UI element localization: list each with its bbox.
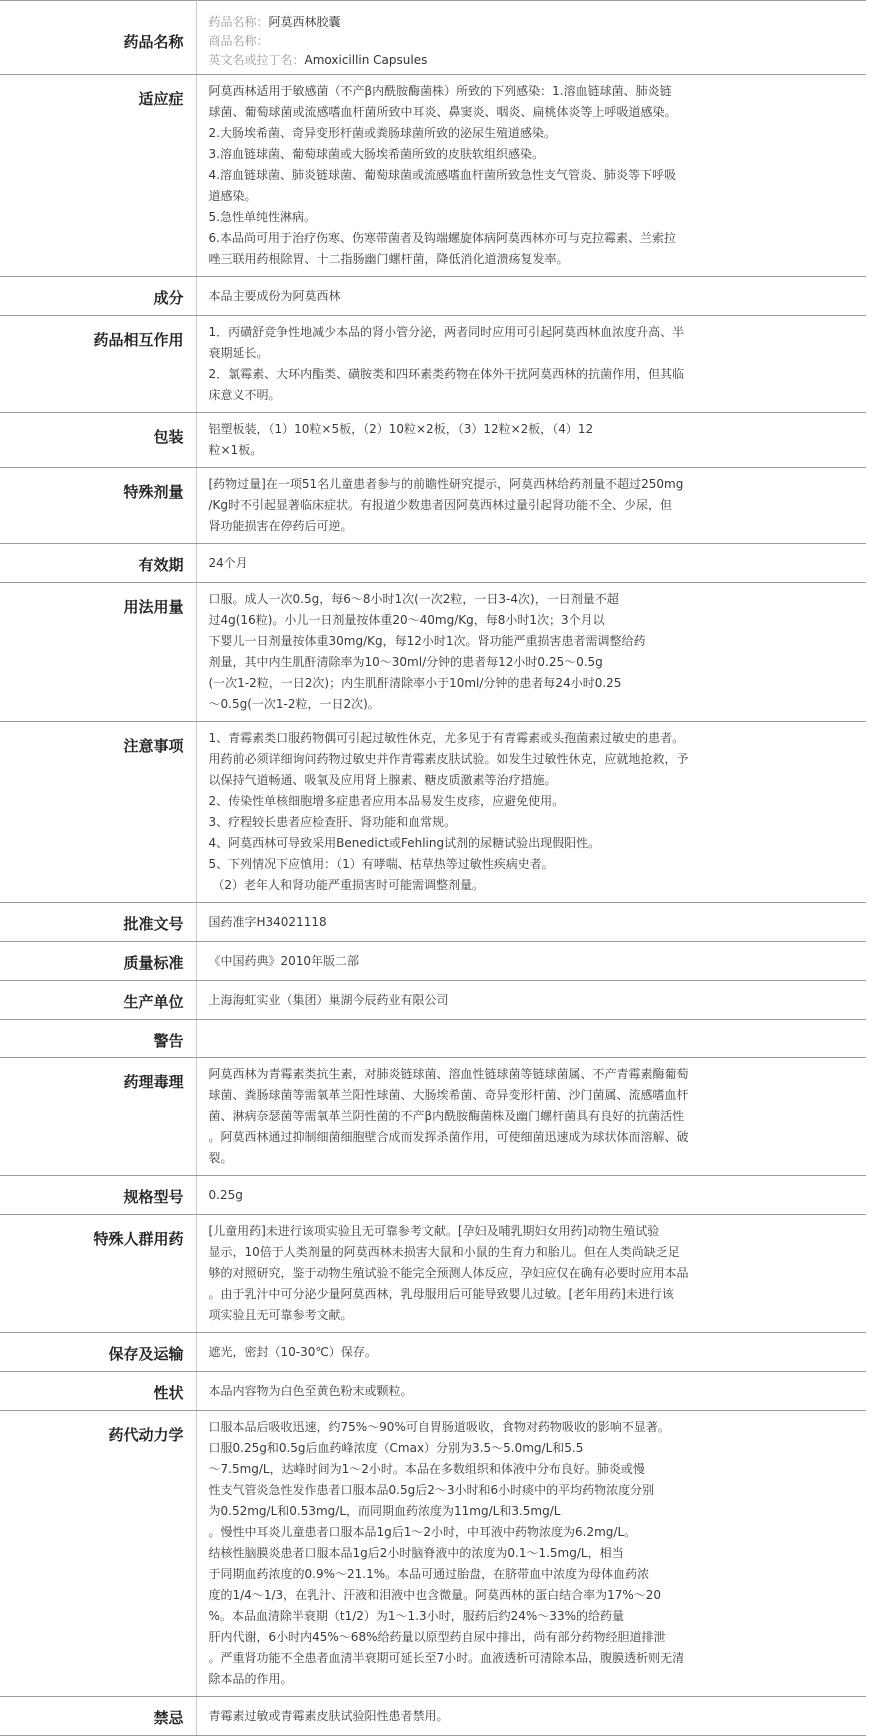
section-label: 性状 (0, 1372, 196, 1411)
content-line: 于同期血药浓度的0.9%～21.1%。本品可通过胎盘，在脐带血中浓度为母体血药浓 (208, 1567, 650, 1581)
content-line: 国药准字H34021118 (208, 915, 327, 929)
section-row (0, 722, 866, 903)
section-row (0, 413, 866, 468)
section-label: 适应症 (0, 75, 196, 277)
content-line: 本品主要成份为阿莫西林 (208, 289, 341, 303)
section-content (196, 903, 866, 942)
content-line: 2.大肠埃希菌、奇异变形杆菌或粪肠球菌所致的泌尿生殖道感染。 (208, 126, 556, 140)
content-line: 4.溶血链球菌、肺炎链球菌、葡萄球菌或流感嗜血杆菌所致急性支气管炎、肺炎等下呼吸 (208, 168, 676, 182)
content-line: （2）老年人和肾功能严重损害时可能需调整剂量。 (208, 878, 484, 892)
section-row (0, 1697, 866, 1736)
section-label: 生产单位 (0, 981, 196, 1020)
content-line: 肾功能损害在停药后可逆。 (208, 519, 353, 533)
content-line: 6.本品尚可用于治疗伤寒、伤寒带菌者及钩端螺旋体病阿莫西林亦可与克拉霉素、兰索拉 (208, 231, 676, 245)
content-line: 裂。 (208, 1151, 233, 1165)
content-line: 1、青霉素类口服药物偶可引起过敏性休克，尤多见于有青霉素或头孢菌素过敏史的患者。 (208, 731, 685, 745)
section-content (196, 75, 866, 277)
section-content (196, 413, 866, 468)
section-row (0, 1333, 866, 1372)
content-line: %。本品血清除半衰期（t1/2）为1～1.3小时，服药后约24%～33%的给药量 (208, 1609, 624, 1623)
section-row (0, 1215, 866, 1333)
section-content (196, 1411, 866, 1697)
section-content (196, 942, 866, 981)
trade-name-line (209, 32, 857, 51)
generic-name-line (209, 13, 857, 32)
section-content (196, 316, 866, 413)
section-content (196, 981, 866, 1020)
content-line: 道感染。 (208, 189, 257, 203)
section-label: 药理毒理 (0, 1058, 196, 1176)
content-line: 《中国药典》2010年版二部 (208, 954, 360, 968)
section-label: 警告 (0, 1020, 196, 1058)
content-line: 本品内容物为白色至黄色粉末或颗粒。 (208, 1384, 413, 1398)
section-label: 药品相互作用 (0, 316, 196, 413)
section-row (0, 1020, 866, 1058)
section-row (0, 1176, 866, 1215)
content-line: 4、阿莫西林可导致采用Benedict或Fehling试剂的尿糖试验出现假阳性。 (208, 836, 601, 850)
content-line: 菌、淋病奈瑟菌等需氧革兰阴性菌的不产β内酰胺酶菌株及幽门螺杆菌具有良好的抗菌活性 (208, 1109, 685, 1123)
section-row (0, 1058, 866, 1176)
content-line: 球菌、葡萄球菌或流感嗜血杆菌所致中耳炎、鼻窦炎、咽炎、扁桃体炎等上呼吸道感染。 (208, 105, 677, 119)
content-line: 24个月 (208, 556, 248, 570)
content-line: 用药前必须详细询问药物过敏史并作青霉素皮肤试验。如发生过敏性休克，应就地抢救，予 (208, 752, 689, 766)
content-line: 够的对照研究，鉴于动物生殖试验不能完全预测人体反应，孕妇应仅在确有必要时应用本品 (208, 1266, 689, 1280)
content-line: 5.急性单纯性淋病。 (208, 210, 316, 224)
content-line: 肝内代谢，6小时内45%～68%给药量以原型药自尿中排出，尚有部分药物经胆道排泄 (208, 1630, 666, 1644)
section-label: 禁忌 (0, 1697, 196, 1736)
generic-name-value: 阿莫西林胶囊 (268, 15, 341, 29)
section-content (196, 1020, 866, 1058)
section-row (0, 277, 866, 316)
english-name-value: Amoxicillin Capsules (304, 53, 428, 67)
content-line: [药物过量]在一项51名儿童患者参与的前瞻性研究提示，阿莫西林给药剂量不超过250mg (208, 477, 684, 491)
content-line: 铝塑板装，（1）10粒×5板，（2）10粒×2板，（3）12粒×2板，（4）12 (208, 422, 594, 436)
section-label: 包装 (0, 413, 196, 468)
section-label: 有效期 (0, 544, 196, 583)
section-content (196, 1058, 866, 1176)
content-line: 阿莫西林为青霉素类抗生素，对肺炎链球菌、溶血性链球菌等链球菌属、不产青霉素酶葡萄 (208, 1067, 689, 1081)
section-content (196, 1372, 866, 1411)
content-line: 度的1/4～1/3，在乳汁、汗液和泪液中也含微量。阿莫西林的蛋白结合率为17%～20 (208, 1588, 662, 1602)
content-line: 为0.52mg/L和0.53mg/L，而同期血药浓度为11mg/L和3.5mg/L (208, 1504, 561, 1518)
content-line: 口服本品后吸收迅速，约75%～90%可自胃肠道吸收，食物对药物吸收的影响不显著。 (208, 1420, 670, 1434)
content-line: 下婴儿一日剂量按体重30mg/Kg，每12小时1次。肾功能严重损害患者需调整给药 (208, 634, 646, 648)
section-row (0, 468, 866, 544)
english-name-label: 英文名或拉丁名： (208, 53, 305, 67)
content-line: 。严重肾功能不全患者血清半衰期可延长至7小时。血液透析可清除本品，腹膜透析则无清 (208, 1651, 685, 1665)
content-line: 青霉素过敏或青霉素皮肤试验阳性患者禁用。 (208, 1709, 449, 1723)
section-content (196, 1215, 866, 1333)
section-content (196, 544, 866, 583)
section-content (196, 1176, 866, 1215)
content-line: 结核性脑膜炎患者口服本品1g后2小时脑脊液中的浓度为0.1～1.5mg/L，相当 (208, 1546, 624, 1560)
content-line: 粒×1板。 (208, 443, 263, 457)
section-label: 特殊剂量 (0, 468, 196, 544)
content-line: 衰期延长。 (208, 346, 269, 360)
content-line: 口服。成人一次0.5g，每6～8小时1次(一次2粒，一日3-4次)，一日剂量不超 (208, 592, 619, 606)
content-line: 上海海虹实业（集团）巢湖今辰药业有限公司 (208, 993, 449, 1007)
section-label: 规格型号 (0, 1176, 196, 1215)
section-row (0, 903, 866, 942)
section-row (0, 942, 866, 981)
section-label: 批准文号 (0, 903, 196, 942)
content-line: ～7.5mg/L，达峰时间为1～2小时。本品在多数组织和体液中分布良好。肺炎或慢 (208, 1462, 645, 1476)
content-line: 遮光，密封（10-30℃）保存。 (208, 1345, 377, 1359)
content-line: 除本品的作用。 (208, 1672, 293, 1686)
section-row (0, 583, 866, 722)
content-line: 口服0.25g和0.5g后血药峰浓度（Cmax）分别为3.5～5.0mg/L和5.5 (208, 1441, 584, 1455)
drug-name-values (196, 1, 866, 75)
section-row (0, 544, 866, 583)
section-label: 药代动力学 (0, 1411, 196, 1697)
content-line: 。慢性中耳炎儿童患者口服本品1g后1～2小时，中耳液中药物浓度为6.2mg/L。 (208, 1525, 637, 1539)
english-name-line (209, 51, 857, 70)
content-line: 以保持气道畅通、吸氧及应用肾上腺素、糖皮质激素等治疗措施。 (208, 773, 557, 787)
content-line: 项实验且无可靠参考文献。 (208, 1308, 353, 1322)
drug-name-row (0, 1, 866, 75)
content-line: 5、下列情况下应慎用：（1）有哮喘、枯草热等过敏性疾病史者。 (208, 857, 554, 871)
content-line: [儿童用药]未进行该项实验且无可靠参考文献。[孕妇及哺乳期妇女用药]动物生殖试验 (208, 1224, 660, 1238)
content-line: /Kg时不引起显著临床症状。有报道少数患者因阿莫西林过量引起肾功能不全、少尿，但 (208, 498, 673, 512)
content-line: 。由于乳汁中可分泌少量阿莫西林，乳母服用后可能导致婴儿过敏。[老年用药]未进行该 (208, 1287, 674, 1301)
section-content (196, 1697, 866, 1736)
content-line: 3、疗程较长患者应检查肝、肾功能和血常规。 (208, 815, 457, 829)
content-line: 1．丙磺舒竞争性地减少本品的肾小管分泌，两者同时应用可引起阿莫西林血浓度升高、半 (208, 325, 685, 339)
content-line: 性支气管炎急性发作患者口服本品0.5g后2～3小时和6小时痰中的平均药物浓度分别 (208, 1483, 655, 1497)
content-line: 阿莫西林适用于敏感菌（不产β内酰胺酶菌株）所致的下列感染：1.溶血链球菌、肺炎链 (208, 84, 672, 98)
content-line: 2．氯霉素、大环内酯类、磺胺类和四环素类药物在体外干扰阿莫西林的抗菌作用，但其临 (208, 367, 685, 381)
generic-name-label: 药品名称： (208, 15, 269, 29)
section-content (196, 583, 866, 722)
content-line: 显示，10倍于人类剂量的阿莫西林未损害大鼠和小鼠的生育力和胎儿。但在人类尚缺乏足 (208, 1245, 680, 1259)
section-row (0, 1372, 866, 1411)
section-label: 保存及运输 (0, 1333, 196, 1372)
content-line: 床意义不明。 (208, 388, 281, 402)
content-line: 。阿莫西林通过抑制细菌细胞壁合成而发挥杀菌作用，可使细菌迅速成为球状体而溶解、破 (208, 1130, 689, 1144)
section-content (196, 722, 866, 903)
section-label: 特殊人群用药 (0, 1215, 196, 1333)
section-label: 注意事项 (0, 722, 196, 903)
content-line: (一次1-2粒，一日2次)；内生肌酐清除率小于10ml/分钟的患者每24小时0.25 (208, 676, 622, 690)
content-line: 3.溶血链球菌、葡萄球菌或大肠埃希菌所致的皮肤软组织感染。 (208, 147, 544, 161)
section-row (0, 316, 866, 413)
section-row (0, 75, 866, 277)
content-line: 球菌、粪肠球菌等需氧革兰阳性球菌、大肠埃希菌、奇异变形杆菌、沙门菌属、流感嗜血杆 (208, 1088, 689, 1102)
section-content (196, 468, 866, 544)
section-content (196, 1333, 866, 1372)
section-content (196, 277, 866, 316)
content-line: 剂量，其中内生肌酐清除率为10～30ml/分钟的患者每12小时0.25～0.5g (208, 655, 603, 669)
section-label: 质量标准 (0, 942, 196, 981)
content-line: 0.25g (208, 1188, 243, 1202)
trade-name-label: 商品名称： (208, 34, 269, 48)
content-line: ～0.5g(一次1-2粒，一日2次)。 (208, 697, 380, 711)
section-label: 用法用量 (0, 583, 196, 722)
section-row (0, 981, 866, 1020)
row-label: 药品名称 (0, 1, 196, 75)
content-line: 过4g(16粒)。小儿一日剂量按体重20～40mg/Kg，每8小时1次；3个月以 (208, 613, 605, 627)
content-line: 2、传染性单核细胞增多症患者应用本品易发生皮疹，应避免使用。 (208, 794, 565, 808)
section-row (0, 1411, 866, 1697)
content-line: 唑三联用药根除胃、十二指肠幽门螺杆菌，降低消化道溃疡复发率。 (208, 252, 569, 266)
section-label: 成分 (0, 277, 196, 316)
